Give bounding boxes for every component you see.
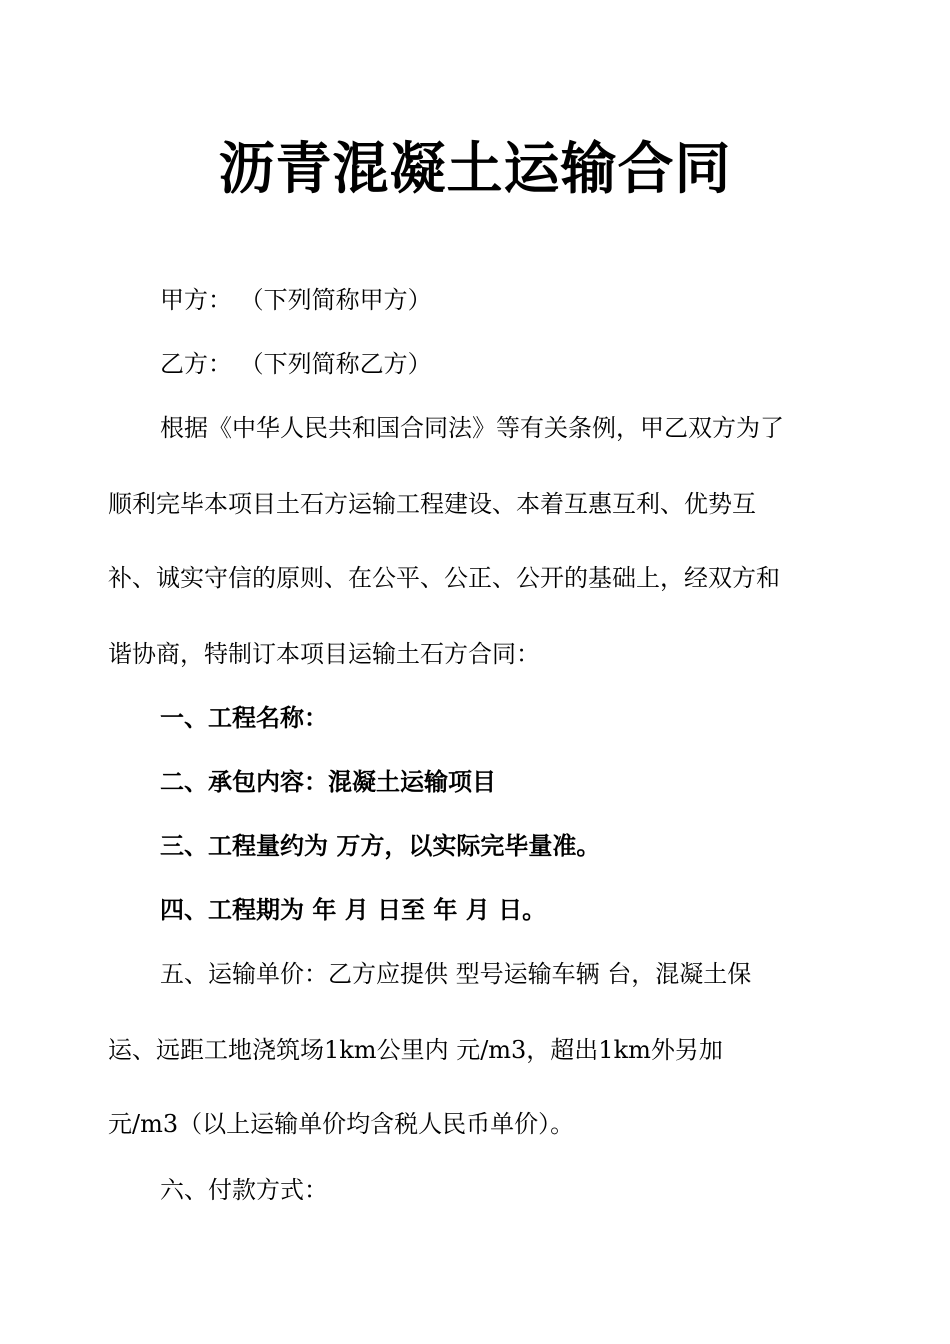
intro-line-3: 补、诚实守信的原则、在公平、公正、公开的基础上，经双方和 [108, 564, 780, 592]
party-a-line: 甲方： （下列简称甲方） [160, 286, 432, 314]
clause-unit-price-line-2: 运、远距工地浇筑场1km公里内 元/m3，超出1km外另加 [108, 1036, 723, 1064]
clause-unit-price-line-1: 五、运输单价：乙方应提供 型号运输车辆 台，混凝土保 [160, 960, 752, 988]
document-title: 沥青混凝土运输合同 [218, 137, 732, 202]
clause-payment: 六、付款方式： [160, 1176, 328, 1204]
intro-line-4: 谐协商，特制订本项目运输土石方合同： [108, 640, 540, 668]
clause-contract-content: 二、承包内容：混凝土运输项目 [160, 768, 496, 796]
clause-project-name: 一、工程名称： [160, 704, 328, 732]
party-b-line: 乙方： （下列简称乙方） [160, 350, 432, 378]
clause-unit-price-line-3: 元/m3（以上运输单价均含税人民币单价）。 [108, 1110, 575, 1138]
clause-period: 四、工程期为 年 月 日至 年 月 日。 [160, 896, 547, 924]
clause-quantity: 三、工程量约为 万方，以实际完毕量准。 [160, 832, 601, 860]
intro-line-2: 顺利完毕本项目土石方运输工程建设、本着互惠互利、优势互 [108, 490, 756, 518]
intro-line-1: 根据《中华人民共和国合同法》等有关条例，甲乙双方为了 [160, 414, 784, 442]
